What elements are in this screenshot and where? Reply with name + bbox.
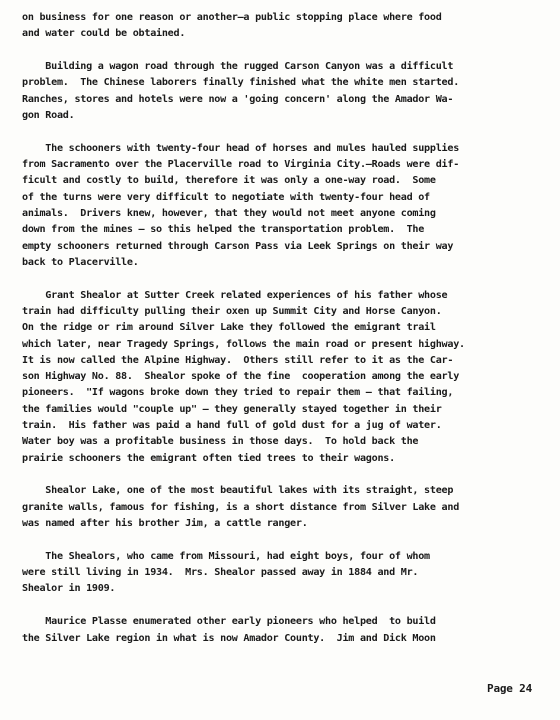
text-line: Shealor Lake, one of the most beautiful lakes with its straight, steep	[22, 485, 454, 497]
text-line: Shealor in 1909.	[22, 583, 116, 595]
paragraph-7	[22, 614, 540, 647]
text-line: was named after his brother Jim, a cattle ranger.	[22, 518, 308, 530]
text-line: were still living in 1934. Mrs. Shealor passed away in 1884 and Mr.	[22, 567, 419, 579]
text-line: problem. The Chinese laborers finally finished what the white men started.	[22, 77, 460, 89]
text-line: empty schooners returned through Carson Pass via Leek Springs on their way	[22, 240, 454, 252]
text-line: the Silver Lake region in what is now Amador County. Jim and Dick Moon	[22, 632, 436, 644]
text-line: Grant Shealor at Sutter Creek related experiences of his father whose	[22, 289, 448, 301]
text-line: back to Placerville.	[22, 256, 139, 268]
paragraph-1	[22, 10, 540, 43]
text-line: Maurice Plasse enumerated other early pioneers who helped to build	[22, 616, 436, 628]
paragraph-3	[22, 141, 540, 271]
text-line: The Shealors, who came from Missouri, had eight boys, four of whom	[22, 550, 430, 562]
text-line: Building a wagon road through the rugged Carson Canyon was a difficult	[22, 61, 454, 73]
text-line: train. His father was paid a hand full of gold dust for a jug of water.	[22, 420, 442, 432]
text-line: train had difficulty pulling their oxen up Summit City and Horse Canyon.	[22, 305, 442, 317]
text-line: the families would "couple up" — they generally stayed together in their	[22, 403, 442, 415]
text-line: The schooners with twenty-four head of horses and mules hauled supplies	[22, 142, 460, 154]
text-line: animals. Drivers knew, however, that they would not meet anyone coming	[22, 207, 436, 219]
body-text	[22, 10, 540, 663]
paragraph-5	[22, 483, 540, 532]
text-line: It is now called the Alpine Highway. Others still refer to it as the Car-	[22, 354, 454, 366]
text-line: On the ridge or rim around Silver Lake they followed the emigrant trail	[22, 322, 436, 334]
text-line: on business for one reason or another—a public stopping place where food	[22, 12, 442, 23]
text-line: granite walls, famous for fishing, is a short distance from Silver Lake and	[22, 501, 460, 513]
paragraph-6	[22, 549, 540, 598]
text-line: of the turns were very difficult to negotiate with twenty-four head of	[22, 191, 430, 203]
text-line: Ranches, stores and hotels were now a 'going concern' along the Amador Wa-	[22, 93, 454, 105]
text-line: son Highway No. 88. Shealor spoke of the fine cooperation among the early	[22, 371, 460, 383]
text-line: ficult and costly to build, therefore it was only a one-way road. Some	[22, 175, 436, 187]
text-line: gon Road.	[22, 109, 75, 121]
text-line: pioneers. "If wagons broke down they tried to repair them — that failing,	[22, 387, 454, 399]
text-line: down from the mines — so this helped the transportation problem. The	[22, 224, 425, 236]
text-line: from Sacramento over the Placerville road to Virginia City.—Roads were dif-	[22, 159, 460, 171]
page-number: Page 24	[487, 682, 532, 695]
paragraph-4	[22, 288, 540, 467]
text-line: and water could be obtained.	[22, 28, 186, 40]
text-line: prairie schooners the emigrant often tied trees to their wagons.	[22, 452, 395, 464]
text-line: which later, near Tragedy Springs, follows the main road or present highway.	[22, 338, 465, 350]
paragraph-2	[22, 59, 540, 124]
text-line: Water boy was a profitable business in those days. To hold back the	[22, 436, 419, 448]
